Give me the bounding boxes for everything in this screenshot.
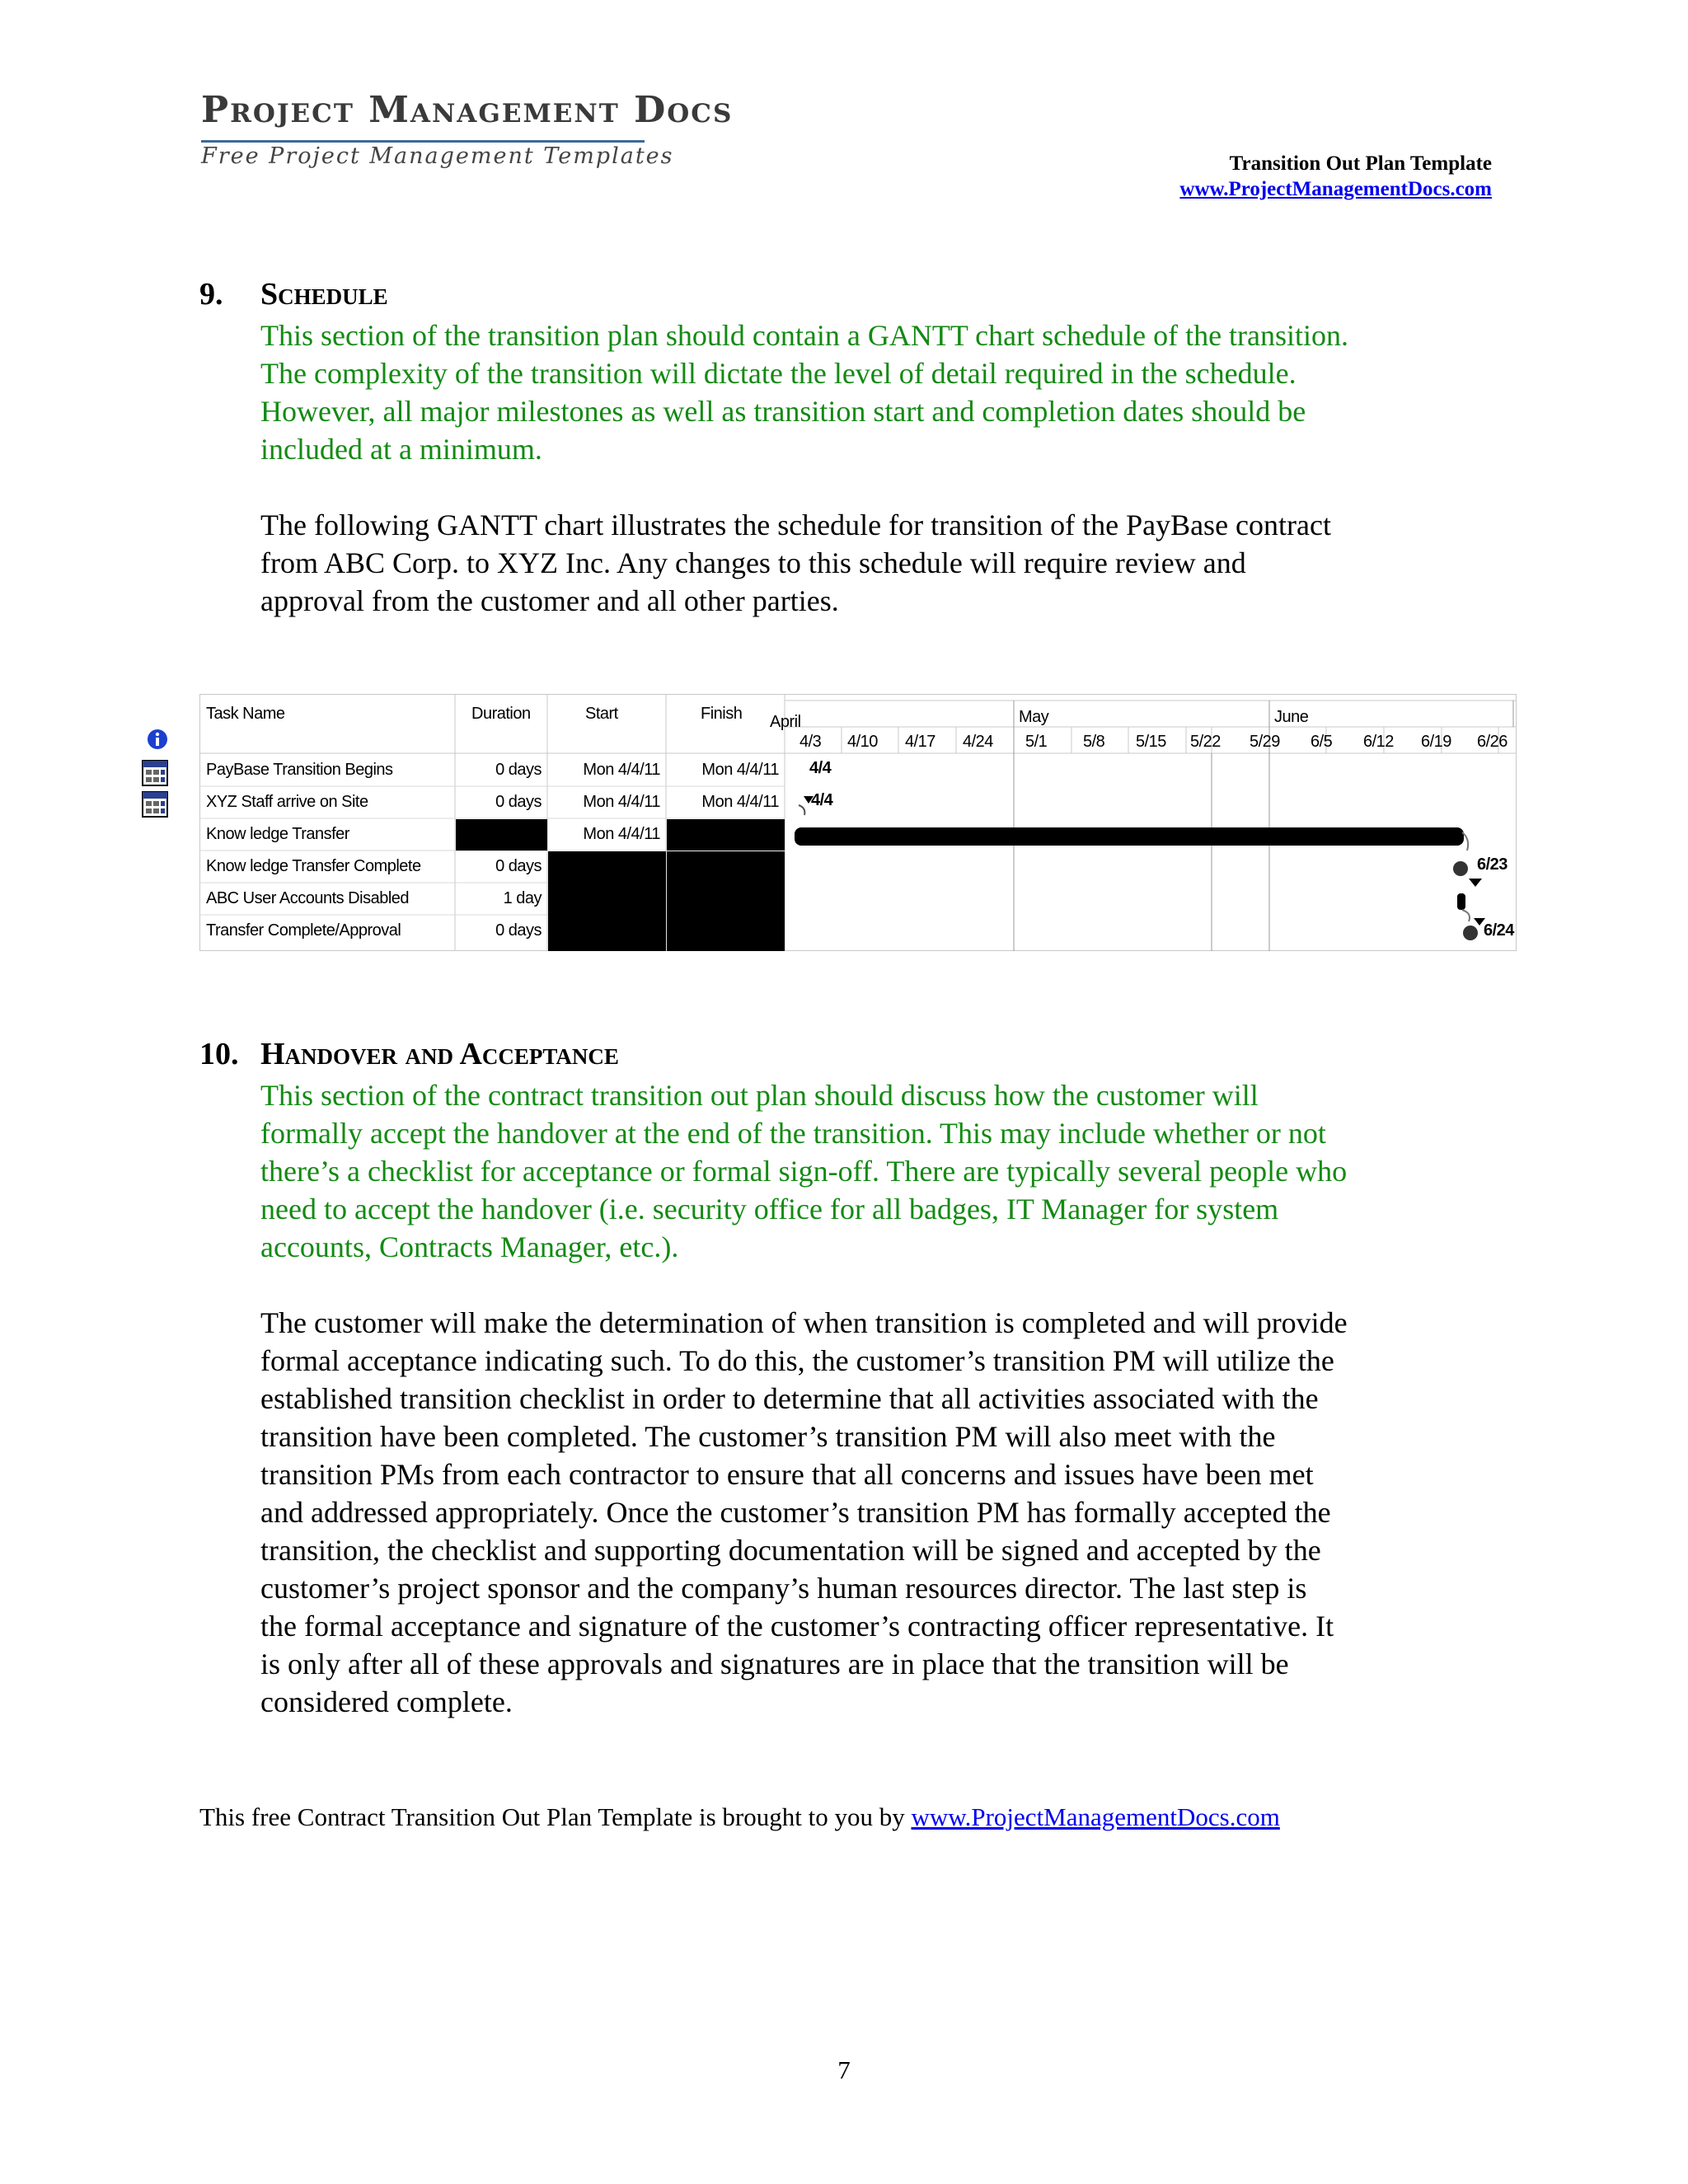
task-name: Transfer Complete/Approval (206, 921, 401, 940)
guidance-line: This section of the contract transition out plan should discuss how the customer will (260, 1079, 1259, 1112)
gantt-chart (199, 694, 1517, 951)
week-label: 4/3 (799, 733, 822, 751)
guidance-line: included at a minimum. (260, 433, 542, 466)
hidden-cell (548, 851, 666, 951)
section-9-guidance (260, 316, 1571, 468)
milestone-marker (1469, 879, 1482, 887)
week-label: 5/1 (1025, 733, 1048, 751)
week-label: 5/8 (1083, 733, 1105, 751)
logo-title: Project Management Docs (201, 89, 734, 131)
logo-subtitle: Free Project Management Templates (201, 143, 674, 169)
task-duration: 0 days (495, 921, 542, 940)
task-duration: 1 day (503, 889, 542, 907)
task-name: ABC User Accounts Disabled (206, 889, 410, 907)
hidden-cell (667, 851, 785, 951)
logo-rule (201, 140, 645, 143)
milestone-marker (1463, 926, 1478, 940)
column-header-task-name: Task Name (206, 705, 285, 723)
guidance-line: This section of the transition plan should contain a GANTT chart schedule of the transition. (260, 319, 1349, 352)
column-header-finish: Finish (701, 705, 743, 723)
column-header-start: Start (585, 705, 618, 723)
link-arrow (799, 805, 804, 815)
task-duration: 0 days (495, 761, 542, 779)
column-header-duration: Duration (471, 705, 531, 723)
week-label: 6/26 (1477, 733, 1507, 751)
week-label: 4/24 (963, 733, 993, 751)
task-table-icon (142, 760, 168, 786)
section-9-title: Schedule (260, 277, 388, 312)
milestone-date-label: 4/4 (809, 759, 832, 777)
task-start: Mon 4/4/11 (583, 761, 660, 779)
week-label: 6/19 (1421, 733, 1451, 751)
hidden-cell (456, 819, 547, 851)
section-10-title: Handover and Acceptance (260, 1037, 619, 1071)
month-label: June (1274, 708, 1309, 726)
guidance-line: However, all major milestones as well as transition start and completion dates should be (260, 395, 1306, 428)
footer-link[interactable]: www.ProjectManagementDocs.com (911, 1802, 1280, 1831)
task-name: XYZ Staff arrive on Site (206, 793, 368, 811)
footer-text: This free Contract Transition Out Plan Template is brought to you by (199, 1802, 912, 1831)
body-line: The customer will make the determination of when transition is completed and will provide (260, 1306, 1348, 1339)
guidance-line: accounts, Contracts Manager, etc.). (260, 1230, 679, 1263)
body-line: customer’s project sponsor and the company’s human resources director. The last step is (260, 1572, 1307, 1605)
month-label: May (1019, 708, 1049, 726)
task-name: PayBase Transition Begins (206, 761, 393, 779)
week-label: 6/5 (1311, 733, 1333, 751)
week-label: 4/10 (847, 733, 878, 751)
hidden-cell (667, 819, 785, 851)
body-line: The following GANTT chart illustrates the schedule for transition of the PayBase contract (260, 509, 1331, 541)
milestone-date-label: 4/4 (811, 791, 833, 809)
milestone-date-label: 6/24 (1484, 921, 1514, 940)
guidance-line: formally accept the handover at the end of the transition. This may include whether or not (260, 1117, 1326, 1150)
document-title: Transition Out Plan Template (1229, 152, 1492, 175)
task-table-icon (142, 791, 168, 818)
task-bar-knowledge-transfer (795, 827, 1464, 846)
section-10-body (260, 1304, 1571, 1721)
task-finish: Mon 4/4/11 (701, 761, 779, 779)
milestone-marker (1453, 861, 1468, 876)
body-line: and addressed appropriately. Once the customer’s transition PM has formally accepted the (260, 1496, 1331, 1529)
milestone-date-label: 6/23 (1477, 855, 1507, 874)
section-9-number: 9. (199, 277, 223, 312)
body-line: from ABC Corp. to XYZ Inc. Any changes to this schedule will require review and (260, 546, 1246, 579)
body-line: formal acceptance indicating such. To do this, the customer’s transition PM will utilize the (260, 1344, 1334, 1377)
body-line: transition have been completed. The customer’s transition PM will also meet with the (260, 1420, 1276, 1453)
section-9-body (260, 506, 1571, 620)
task-start: Mon 4/4/11 (583, 825, 660, 843)
header-link[interactable]: www.ProjectManagementDocs.com (1179, 178, 1492, 200)
body-line: established transition checklist in order to determine that all activities associated with the (260, 1382, 1319, 1415)
body-line: transition, the checklist and supporting documentation will be signed and accepted by the (260, 1534, 1321, 1567)
guidance-line: there’s a checklist for acceptance or formal sign-off. There are typically several people who (260, 1155, 1348, 1188)
section-10-guidance (260, 1076, 1571, 1266)
week-label: 6/12 (1363, 733, 1394, 751)
task-duration: 0 days (495, 793, 542, 811)
guidance-line: The complexity of the transition will dictate the level of detail required in the schedule. (260, 357, 1296, 390)
link-arrow (1462, 910, 1470, 921)
body-line: approval from the customer and all other parties. (260, 584, 839, 617)
task-name: Know ledge Transfer (206, 825, 349, 843)
task-name: Know ledge Transfer Complete (206, 857, 421, 875)
info-icon (147, 729, 168, 750)
body-line: the formal acceptance and signature of the customer’s contracting officer representative. It (260, 1610, 1334, 1643)
task-start: Mon 4/4/11 (583, 793, 660, 811)
month-label: April (770, 713, 801, 731)
week-label: 5/29 (1250, 733, 1280, 751)
task-duration: 0 days (495, 857, 542, 875)
body-line: considered complete. (260, 1685, 513, 1718)
section-10-number: 10. (199, 1037, 239, 1071)
footer-credit (199, 1802, 1280, 1832)
guidance-line: need to accept the handover (i.e. security office for all badges, IT Manager for system (260, 1193, 1279, 1226)
week-label: 5/22 (1190, 733, 1221, 751)
week-label: 5/15 (1136, 733, 1166, 751)
task-bar-accounts-disabled (1457, 893, 1465, 910)
task-finish: Mon 4/4/11 (701, 793, 779, 811)
week-label: 4/17 (905, 733, 935, 751)
body-line: transition PMs from each contractor to ensure that all concerns and issues have been met (260, 1458, 1314, 1491)
body-line: is only after all of these approvals and signatures are in place that the transition will be (260, 1647, 1289, 1680)
page-number: 7 (837, 2055, 851, 2084)
